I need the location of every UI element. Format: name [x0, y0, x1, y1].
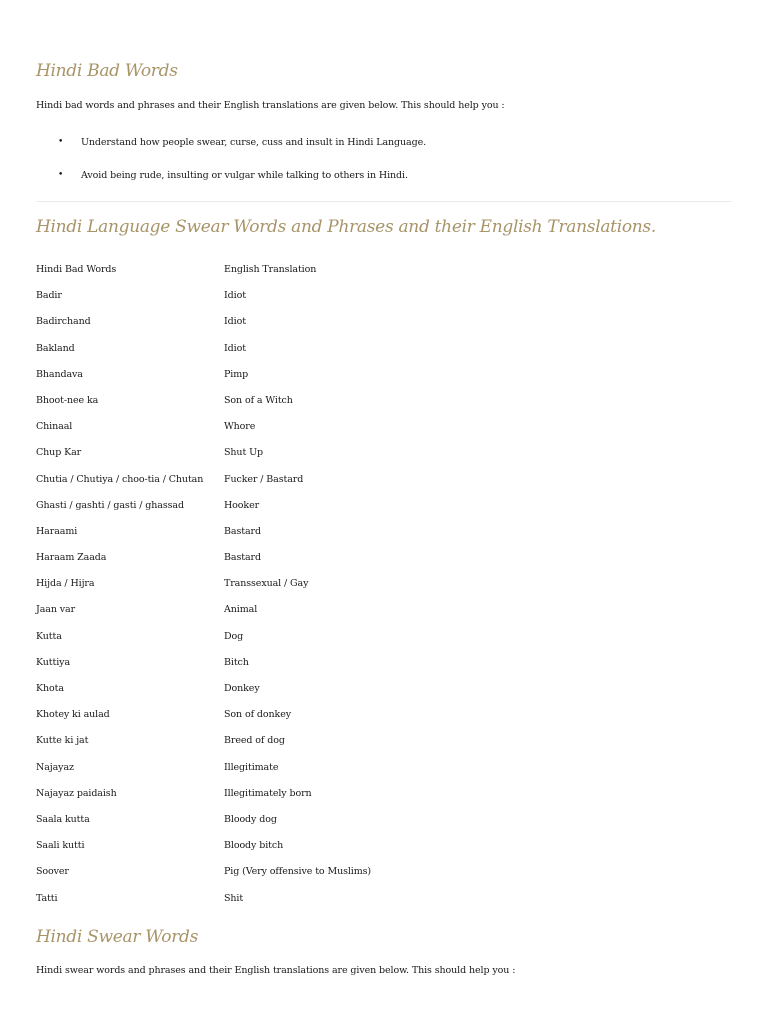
- bullet-icon: •: [58, 170, 64, 180]
- english-translation: Whore: [224, 421, 256, 433]
- section-divider: [36, 201, 732, 202]
- table-row: [36, 552, 536, 578]
- hindi-term: Kuttiya: [36, 656, 71, 668]
- table-row: [36, 735, 536, 761]
- english-translation: Donkey: [224, 683, 260, 694]
- section-title-translations: Hindi Language Swear Words and Phrases and their English Translations.: [36, 217, 656, 237]
- table-row: [36, 657, 536, 683]
- swear-intro-paragraph: Hindi swear words and phrases and their English translations are given below. This should help you :: [36, 965, 516, 976]
- intro-paragraph: Hindi bad words and phrases and their English translations are given below. This should help you :: [36, 100, 505, 111]
- english-translation: Idiot: [224, 342, 246, 354]
- table-row: [36, 316, 536, 342]
- table-row: [36, 866, 536, 892]
- english-translation: Hooker: [224, 499, 260, 511]
- table-row: [36, 290, 536, 316]
- purpose-list: [36, 137, 426, 203]
- table-row: [36, 578, 536, 604]
- english-translation: Bastard: [224, 552, 261, 564]
- hindi-term: Hijda / Hijra: [36, 578, 95, 590]
- english-translation: Idiot: [224, 290, 246, 302]
- english-translation: Bitch: [224, 656, 249, 668]
- hindi-term: Badir: [36, 290, 62, 302]
- english-translation: Illegitimately born: [224, 787, 312, 799]
- hindi-term: Kutte ki jat: [36, 735, 89, 747]
- list-item: [36, 170, 426, 203]
- column-header-english: English Translation: [224, 264, 317, 275]
- hindi-term: Najayaz paidaish: [36, 787, 117, 799]
- table-row: [36, 762, 536, 788]
- hindi-term: Saala kutta: [36, 813, 90, 825]
- table-row: [36, 631, 536, 657]
- hindi-term: Haraami: [36, 525, 78, 537]
- hindi-term: Kutta: [36, 630, 62, 642]
- english-translation: Pig (Very offensive to Muslims): [224, 866, 372, 878]
- table-row: [36, 369, 536, 395]
- english-translation: Fucker / Bastard: [224, 473, 304, 485]
- english-translation: Bloody bitch: [224, 840, 284, 852]
- hindi-term: Badirchand: [36, 316, 91, 328]
- hindi-term: Saali kutti: [36, 840, 85, 852]
- table-row: [36, 343, 536, 369]
- table-body: [36, 290, 536, 919]
- table-row: [36, 500, 536, 526]
- translation-table: [36, 264, 536, 919]
- english-translation: Bloody dog: [224, 813, 277, 825]
- section-title-hindi-bad-words: Hindi Bad Words: [36, 61, 178, 81]
- hindi-term: Khota: [36, 683, 64, 694]
- english-translation: Shit: [224, 892, 244, 904]
- table-row: [36, 526, 536, 552]
- hindi-term: Bhoot-nee ka: [36, 394, 99, 406]
- table-row: [36, 604, 536, 630]
- hindi-term: Khotey ki aulad: [36, 709, 110, 721]
- hindi-term: Najayaz: [36, 761, 74, 773]
- english-translation: Shut Up: [224, 447, 263, 459]
- english-translation: Son of a Witch: [224, 394, 293, 406]
- hindi-term: Bhandava: [36, 368, 83, 380]
- english-translation: Pimp: [224, 368, 249, 380]
- hindi-term: Chutia / Chutiya / choo-tia / Chutan: [36, 473, 204, 485]
- list-item-text: Avoid being rude, insulting or vulgar while talking to others in Hindi.: [81, 170, 408, 181]
- english-translation: Bastard: [224, 525, 261, 537]
- english-translation: Animal: [224, 604, 258, 616]
- table-row: [36, 709, 536, 735]
- english-translation: Breed of dog: [224, 735, 285, 747]
- column-header-hindi: Hindi Bad Words: [36, 264, 117, 275]
- english-translation: Idiot: [224, 316, 246, 328]
- hindi-term: Bakland: [36, 342, 75, 354]
- list-item: [36, 137, 426, 170]
- table-row: [36, 893, 536, 919]
- table-row: [36, 683, 536, 709]
- hindi-term: Tatti: [36, 892, 58, 904]
- bullet-icon: •: [58, 137, 64, 147]
- table-row: [36, 840, 536, 866]
- hindi-term: Jaan var: [36, 604, 76, 616]
- table-row: [36, 395, 536, 421]
- table-row: [36, 421, 536, 447]
- english-translation: Dog: [224, 630, 244, 642]
- table-header-row: [36, 264, 536, 290]
- hindi-term: Haraam Zaada: [36, 552, 107, 564]
- table-row: [36, 814, 536, 840]
- hindi-term: Chinaal: [36, 421, 73, 433]
- section-title-hindi-swear-words: Hindi Swear Words: [36, 927, 199, 947]
- english-translation: Illegitimate: [224, 761, 279, 773]
- hindi-term: Chup Kar: [36, 447, 82, 459]
- english-translation: Son of donkey: [224, 709, 291, 721]
- list-item-text: Understand how people swear, curse, cuss and insult in Hindi Language.: [81, 137, 427, 148]
- hindi-term: Soover: [36, 866, 69, 878]
- table-row: [36, 474, 536, 500]
- table-row: [36, 447, 536, 473]
- hindi-term: Ghasti / gashti / gasti / ghassad: [36, 499, 184, 511]
- table-row: [36, 788, 536, 814]
- english-translation: Transsexual / Gay: [224, 578, 309, 590]
